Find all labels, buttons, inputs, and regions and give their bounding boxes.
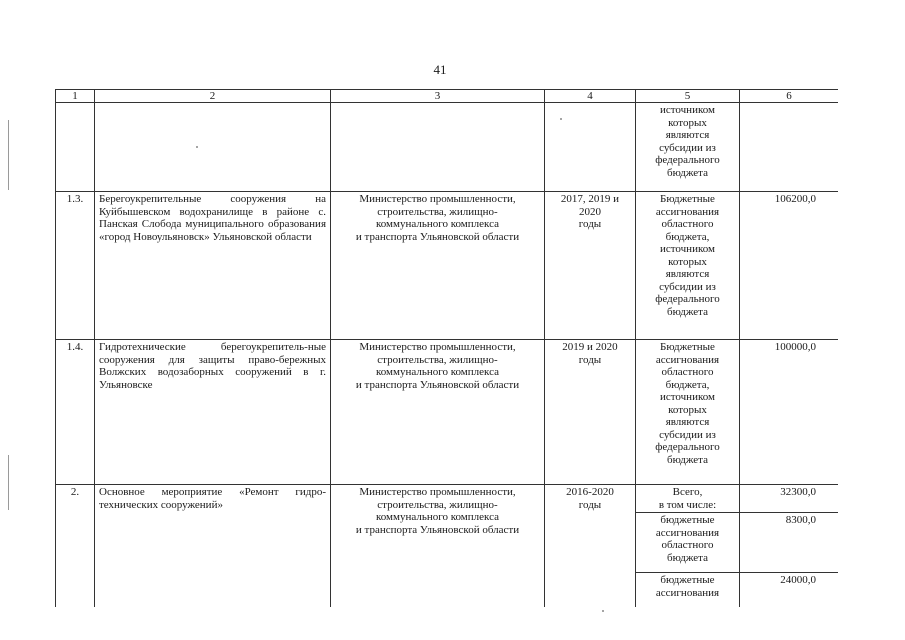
cell-period xyxy=(545,192,636,340)
source-line: бюджета xyxy=(666,453,708,466)
cell-executor xyxy=(331,103,545,192)
executor-line: Министерство промышленности, xyxy=(359,486,516,498)
cell-period xyxy=(545,485,636,608)
page-number: 41 xyxy=(433,62,447,77)
binding-margin-mark xyxy=(8,120,9,190)
cell-number: 1.3. xyxy=(56,192,95,340)
header-cell: 1 xyxy=(56,90,95,103)
period-line: годы xyxy=(578,218,602,230)
cell-source xyxy=(636,103,740,192)
source-line: бюджета xyxy=(666,551,708,564)
executor-line: строительства, жилищно- xyxy=(377,353,498,366)
source-line: ассигнования xyxy=(655,205,720,218)
source-line: Всего, xyxy=(672,486,703,498)
source-line: бюджета, xyxy=(665,378,710,391)
source-line: являются xyxy=(665,416,710,428)
source-line: бюджетные xyxy=(660,514,715,526)
source-line: в том числе: xyxy=(658,498,717,511)
source-line: источником xyxy=(660,104,715,116)
source-line: которых xyxy=(668,255,707,268)
executor-line: коммунального комплекса xyxy=(375,511,499,523)
source-line: субсидии из xyxy=(659,428,716,441)
source-line: областного xyxy=(661,539,714,551)
cell-executor xyxy=(331,340,545,485)
cell-title: Основное мероприятие «Ремонт гидро-технических сооружений» xyxy=(95,485,331,608)
source-line: являются xyxy=(665,268,710,280)
cell-source xyxy=(636,485,740,513)
source-line: субсидии из xyxy=(659,141,716,154)
source-line: Бюджетные xyxy=(660,193,715,205)
cell-source xyxy=(636,192,740,340)
cell-title: Гидротехнические берегоукрепитель-ные сооружения для защиты право-бережных Волжских водозаборных сооружений в г. Ульяновске xyxy=(95,340,331,485)
source-line: федерального xyxy=(655,154,720,166)
cell-number: 1.4. xyxy=(56,340,95,485)
source-line: областного xyxy=(661,366,714,378)
table-row-1-4 xyxy=(56,340,839,485)
cell-source xyxy=(636,513,740,573)
period-line: 2017, 2019 и xyxy=(560,193,620,205)
cell-period xyxy=(545,103,636,192)
budget-table xyxy=(55,89,838,607)
source-line: бюджета, xyxy=(665,230,710,243)
executor-line: Министерство промышленности, xyxy=(359,193,516,205)
source-line: бюджета xyxy=(666,166,708,179)
period-line: 2016-2020 xyxy=(566,486,614,498)
source-line: бюджета xyxy=(666,305,708,318)
cell-period xyxy=(545,340,636,485)
table-row-continuation xyxy=(56,103,839,192)
cell-amount: 32300,0 xyxy=(740,485,839,513)
executor-line: строительства, жилищно- xyxy=(377,498,498,511)
executor-line: коммунального комплекса xyxy=(375,366,499,378)
executor-line: и транспорта Ульяновской области xyxy=(355,230,520,243)
executor-line: Министерство промышленности, xyxy=(359,341,516,353)
header-cell: 2 xyxy=(95,90,331,103)
executor-line: и транспорта Ульяновской области xyxy=(355,378,520,391)
cell-number xyxy=(56,103,95,192)
cell-amount: 100000,0 xyxy=(740,340,839,485)
source-line: источником xyxy=(660,243,715,255)
cell-amount xyxy=(740,103,839,192)
table-row-1-3 xyxy=(56,192,839,340)
executor-line: строительства, жилищно- xyxy=(377,205,498,218)
cell-amount: 24000,0 xyxy=(740,573,839,608)
cell-number: 2. xyxy=(56,485,95,608)
cell-amount: 8300,0 xyxy=(740,513,839,573)
period-line: 2019 и 2020 xyxy=(562,341,618,353)
scan-speck xyxy=(560,118,562,120)
cell-title: Берегоукрепительные сооружения на Куйбышевском водохранилище в районе с. Панская Слобода муниципального образования «город Новоульяновск» Ульяновской области xyxy=(95,192,331,340)
header-cell: 4 xyxy=(545,90,636,103)
scan-speck xyxy=(196,146,198,148)
source-line: которых xyxy=(668,403,707,416)
cell-amount: 106200,0 xyxy=(740,192,839,340)
cell-title xyxy=(95,103,331,192)
cell-executor xyxy=(331,192,545,340)
cell-source xyxy=(636,340,740,485)
source-line: которых xyxy=(668,116,707,129)
source-line: Бюджетные xyxy=(660,341,715,353)
period-line: годы xyxy=(578,498,602,511)
table-row-2 xyxy=(56,485,839,513)
period-line: годы xyxy=(578,353,602,366)
budget-table-wrapper xyxy=(55,89,838,607)
header-cell: 3 xyxy=(331,90,545,103)
source-line: федерального xyxy=(655,441,720,453)
source-line: ассигнования xyxy=(655,353,720,366)
executor-line: и транспорта Ульяновской области xyxy=(355,523,520,536)
source-line: ассигнования xyxy=(655,586,720,599)
source-line: являются xyxy=(665,129,710,141)
binding-margin-mark xyxy=(8,455,9,510)
cell-executor xyxy=(331,485,545,608)
period-line: 2020 xyxy=(579,205,601,218)
header-cell: 6 xyxy=(740,90,839,103)
source-line: ассигнования xyxy=(655,526,720,539)
source-line: бюджетные xyxy=(660,574,715,586)
source-line: субсидии из xyxy=(659,280,716,293)
executor-line: коммунального комплекса xyxy=(375,218,499,230)
cell-source xyxy=(636,573,740,608)
header-cell: 5 xyxy=(636,90,740,103)
source-line: источником xyxy=(660,391,715,403)
source-line: областного xyxy=(661,218,714,230)
scan-speck xyxy=(602,610,604,612)
table-header-row xyxy=(56,90,839,103)
source-line: федерального xyxy=(655,293,720,305)
